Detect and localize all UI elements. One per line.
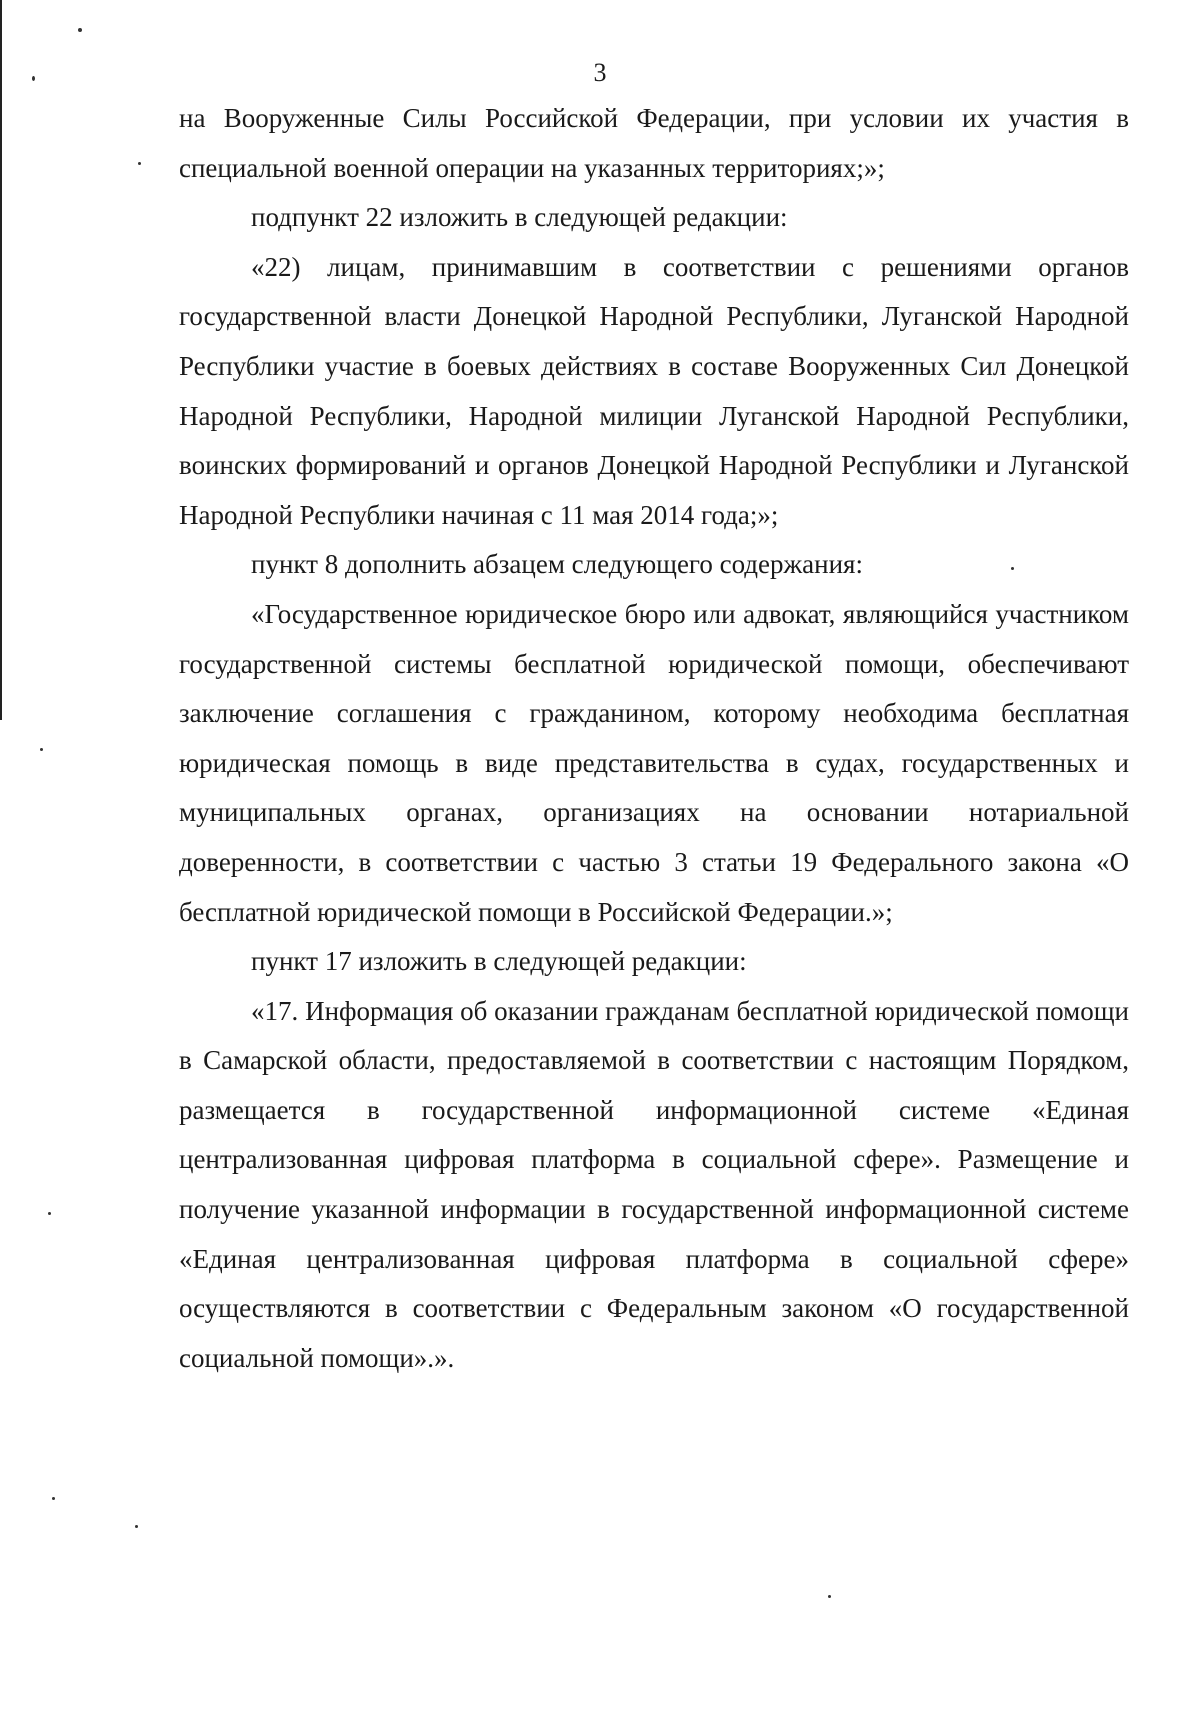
document-body: [179, 94, 1129, 1383]
paragraph: «Государственное юридическое бюро или адвокат, являющийся участником государственной системы бесплатной юридической помощи, обеспечивают заключение соглашения с гражданином, которому необходима бесплатная юридическая помощь в виде представительства в судах, государственных и муниципальных органах, организациях на основании нотариальной доверенности, в соответствии с частью 3 статьи 19 Федерального закона «О бесплатной юридической помощи в Российской Федерации.»;: [179, 598, 1129, 927]
scan-speck: [52, 1497, 55, 1500]
paragraph: подпункт 22 изложить в следующей редакции:: [251, 202, 788, 233]
paragraph: «22) лицам, принимавшим в соответствии с решениями органов государственной власти Донецкой Народной Республики, Луганской Народной Республики участие в боевых действиях в составе Вооруженных Сил Донецкой Народной Республики, Народной милиции Луганской Народной Республики, воинских формирований и органов Донецкой Народной Республики и Луганской Народной Республики начиная с 11 мая 2014 года;»;: [179, 251, 1129, 530]
page-number: 3: [593, 58, 607, 87]
scan-binding-edge: [0, 0, 2, 720]
scan-speck: [40, 748, 43, 751]
paragraph: пункт 17 изложить в следующей редакции:: [251, 946, 747, 977]
scan-speck: [138, 162, 141, 165]
scan-speck: [135, 1525, 138, 1528]
scan-speck: [78, 28, 82, 32]
scan-speck: [48, 1212, 51, 1215]
scan-speck: [828, 1595, 831, 1598]
paragraph: на Вооруженные Силы Российской Федерации, при условии их участия в специальной военной операции на указанных территориях;»;: [179, 103, 1129, 183]
paragraph: пункт 8 дополнить абзацем следующего содержания:: [251, 549, 863, 580]
paragraph: «17. Информация об оказании гражданам бесплатной юридической помощи в Самарской области, предоставляемой в соответствии с настоящим Порядком, размещается в государственной информационной системе «Единая централизованная цифровая платформа в социальной сфере». Размещение и получение указанной информации в государственной информационной системе «Единая централизованная цифровая платформа в социальной сфере» осуществляются в соответствии с Федеральным законом «О государственной социальной помощи».».: [179, 995, 1129, 1373]
